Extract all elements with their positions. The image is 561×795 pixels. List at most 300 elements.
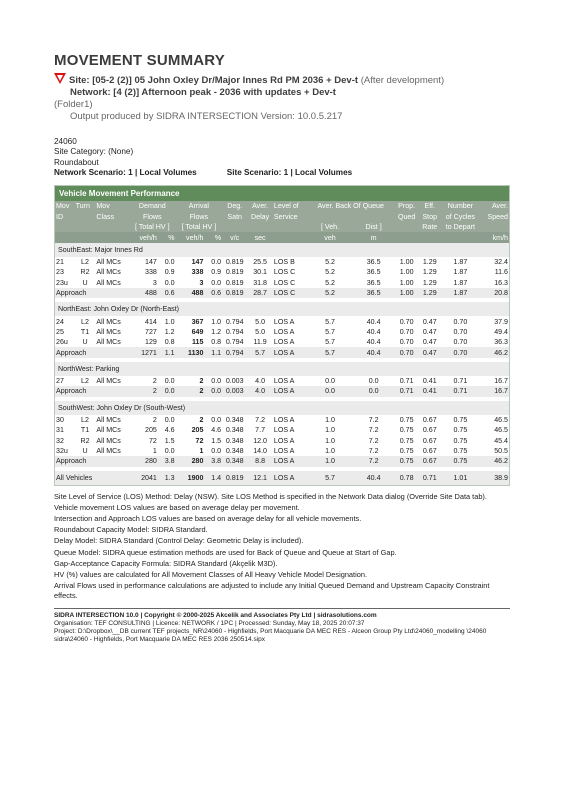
table-cell: 5.7 [247, 347, 273, 357]
header-cell: Rate [422, 223, 438, 232]
table-cell: 1 [199, 447, 204, 456]
header-cell [307, 212, 394, 222]
table-cell: 5.7 [325, 327, 335, 336]
table-cell: 1.29 [422, 257, 437, 266]
header-cell: Qued [397, 212, 416, 221]
table-cell: 0.47 [422, 317, 437, 326]
header-row [55, 201, 509, 211]
table-cell: All MCs [96, 257, 121, 266]
table-cell: 40.4 [366, 338, 381, 347]
group-row [55, 362, 509, 376]
table-cell: 1900 [176, 471, 205, 485]
table-cell: 23 [56, 268, 64, 277]
table-cell: 0.67 [422, 436, 437, 445]
table-cell: LOS B [273, 257, 295, 266]
col-eff: Eff. [424, 202, 435, 211]
table-cell: LOS A [273, 317, 295, 326]
table-cell: 1.5 [211, 436, 222, 445]
header-cell: [ Veh. [320, 223, 340, 232]
table-cell: Approach [55, 386, 129, 396]
table-cell: 4.6 [211, 426, 222, 435]
table-cell: 280 [176, 456, 205, 466]
footer-project: Project: D:\Dropbox\__DB current TEF projects_NR\24060 - Highfields, Port Macquarie DA MEC RES - Alceon Group Pty Ltd\24060_modelling \24060 sidra\24060 - Highfields, Port Macquarie DA MEC RES 2036 250514.sipx [54, 627, 487, 643]
header-cell: Flows [143, 212, 162, 221]
table-cell: All MCs [96, 327, 121, 336]
table-cell: 338 [191, 268, 204, 277]
table-cell: 14.0 [253, 447, 267, 456]
table-cell: 727 [145, 327, 157, 336]
approach-name: SouthWest: John Oxley Dr (South-West) [55, 401, 509, 415]
header-cell: Delay [251, 212, 270, 221]
notes-section [54, 492, 510, 601]
table-cell: LOS A [273, 338, 295, 347]
table-cell: 5.2 [325, 278, 335, 287]
table-cell: 0.71 [394, 386, 419, 396]
unit-cell: v/c [230, 233, 240, 242]
group-row [55, 302, 509, 316]
unit-cell: % [168, 233, 175, 242]
table-cell: 1.1 [158, 347, 176, 357]
table-cell: 32 [56, 436, 64, 445]
table-cell: 45.4 [494, 436, 508, 445]
table-cell: U [82, 278, 88, 287]
site-scenario: Site Scenario: 1 | Local Volumes [226, 167, 353, 177]
header-cell [75, 212, 96, 222]
unit-cell: % [214, 233, 222, 242]
col-deg: Deg. [227, 202, 243, 211]
table-cell: 0.348 [225, 426, 244, 435]
table-cell: 2 [176, 386, 205, 396]
units-row [55, 232, 509, 242]
table-cell: 0.6 [204, 288, 222, 298]
site-meta [54, 137, 510, 178]
table-cell: 5.7 [307, 347, 353, 357]
table-cell: 16.7 [480, 386, 509, 396]
table-cell: 46.2 [480, 347, 509, 357]
table-cell: 0.47 [422, 327, 437, 336]
header-cell: [ Total HV ] [135, 223, 170, 232]
site-id: 24060 [54, 137, 77, 146]
table-cell: 0.794 [225, 327, 244, 336]
table-cell: 1.01 [441, 471, 481, 485]
table-cell: 1.87 [453, 257, 468, 266]
table-cell: 26u [56, 338, 68, 347]
table-cell: 0.70 [453, 327, 468, 336]
table-cell: 50.5 [494, 447, 508, 456]
note-line: HV (%) values are calculated for All Movement Classes of All Heavy Vehicle Model Designation. [54, 569, 368, 579]
table-cell: 0.0 [204, 386, 222, 396]
table-cell: 5.2 [325, 268, 335, 277]
table-cell: 1.5 [164, 436, 175, 445]
table-cell: 0.70 [399, 338, 414, 347]
table-cell: 1.29 [422, 268, 437, 277]
table-cell: 0.75 [399, 436, 414, 445]
table-cell: 5.7 [325, 317, 335, 326]
table-cell: T1 [80, 327, 90, 336]
header-cell: Flows [189, 212, 209, 221]
network-name: Network: [4 (2)] Afternoon peak - 2036 with updates + Dev-t [70, 87, 336, 98]
table-cell: 25.5 [253, 257, 267, 266]
table-row [55, 316, 509, 326]
table-cell: 7.2 [368, 447, 379, 456]
table-cell: 1130 [176, 347, 205, 357]
table-cell: 0.9 [164, 268, 175, 277]
table-cell: 2 [129, 386, 158, 396]
table-cell: 1 [152, 447, 157, 456]
table-row [55, 415, 509, 425]
table-cell: 0.0 [211, 278, 222, 287]
table-cell: 0.8 [211, 338, 222, 347]
table-cell: 40.4 [366, 327, 381, 336]
table-cell: LOS A [273, 327, 295, 336]
table-cell: 72 [148, 436, 157, 445]
table-cell: LOS A [273, 386, 307, 396]
table-cell: 32u [56, 447, 68, 456]
table-cell: 5.0 [255, 327, 266, 336]
note-line: Intersection and Approach LOS values are based on average delay for all vehicle movements. [54, 513, 362, 523]
table-cell: 0.0 [211, 377, 222, 386]
table-cell: 0.0 [164, 278, 175, 287]
table-cell: 1.0 [325, 447, 335, 456]
table-cell: 0.0 [158, 386, 176, 396]
table-cell: 2041 [129, 471, 158, 485]
table-cell: 205 [191, 426, 204, 435]
table-cell: LOS A [273, 377, 295, 386]
table-cell: 0.71 [399, 377, 414, 386]
table-cell: 1.2 [164, 327, 175, 336]
table-cell: 0.75 [453, 426, 468, 435]
note-line: Queue Model: SIDRA queue estimation methods are used for Back of Queue and Queue at Start of Gap. [54, 547, 397, 557]
table-cell: All Vehicles [55, 471, 129, 485]
table-cell: 0.67 [422, 426, 437, 435]
table-cell: 0.0 [164, 447, 175, 456]
table-cell: 31 [56, 426, 64, 435]
table-cell: 0.794 [225, 338, 244, 347]
table-cell: 0.71 [419, 471, 441, 485]
table-cell: 338 [145, 268, 157, 277]
network-scenario: Network Scenario: 1 | Local Volumes [54, 167, 197, 177]
site-type: Roundabout [54, 157, 99, 167]
table-cell: 0.9 [211, 268, 222, 277]
table-cell: 0.348 [225, 447, 244, 456]
table-cell: 38.9 [480, 471, 509, 485]
table-cell: All MCs [96, 447, 121, 456]
table-cell: 0.0 [211, 257, 222, 266]
unit-cell: veh [324, 233, 336, 242]
approach-name: SouthEast: Major Innes Rd [55, 243, 509, 257]
header-cell: [ Total HV ] [181, 223, 217, 232]
table-cell: 11.6 [494, 268, 508, 277]
table-cell: Approach [55, 288, 129, 298]
unit-cell: km/h [492, 233, 508, 242]
table-cell: 1.0 [325, 426, 335, 435]
table-cell: 23u [56, 278, 68, 287]
table-cell: 0.70 [399, 327, 414, 336]
table-cell: L2 [81, 415, 89, 424]
table-cell: 0.75 [441, 456, 481, 466]
table-cell: 36.5 [366, 268, 381, 277]
table-cell: 0.70 [394, 347, 419, 357]
table-cell: 5.0 [255, 317, 266, 326]
table-cell: 36.5 [366, 257, 381, 266]
unit-cell: sec [254, 233, 266, 242]
table-cell: 0.003 [222, 386, 247, 396]
table-cell: All MCs [96, 426, 121, 435]
table-cell: 0.67 [422, 415, 437, 424]
table-cell: 5.2 [307, 288, 353, 298]
table-cell: 32.4 [494, 257, 508, 266]
table-cell: 0.75 [399, 426, 414, 435]
table-cell: 1.87 [453, 268, 468, 277]
table-cell: 8.8 [247, 456, 273, 466]
col-mov-class: Mov [96, 202, 110, 211]
table-cell: LOS A [273, 436, 295, 445]
table-cell: 0.348 [225, 436, 244, 445]
movement-table-panel [54, 185, 510, 485]
table-cell: 5.7 [307, 471, 353, 485]
note-line: Site Level of Service (LOS) Method: Delay (NSW). Site LOS Method is specified in the Network Data dialog (Override Site Data tab). [54, 491, 487, 501]
table-cell: 0.0 [164, 377, 175, 386]
table-cell: 0.819 [222, 288, 247, 298]
table-cell: 0.348 [222, 456, 247, 466]
table-cell: 4.0 [247, 386, 273, 396]
table-cell: 0.75 [394, 456, 419, 466]
site-header [54, 73, 510, 123]
col-number: Number [447, 202, 473, 211]
table-cell: 0.47 [422, 338, 437, 347]
table-cell: 1.00 [394, 288, 419, 298]
table-cell: 0.0 [211, 415, 222, 424]
table-cell: 0.71 [441, 386, 481, 396]
table-cell: T1 [80, 426, 90, 435]
table-cell: 0.78 [394, 471, 419, 485]
table-cell: 0.0 [164, 415, 175, 424]
table-cell: 0.8 [164, 338, 175, 347]
output-version: Output produced by SIDRA INTERSECTION Version: 10.0.5.217 [70, 111, 343, 122]
table-cell: U [82, 338, 88, 347]
table-cell: 5.7 [325, 338, 335, 347]
header-cell: ID [56, 212, 64, 221]
col-los: Level of [273, 202, 299, 211]
table-cell: R2 [80, 268, 90, 277]
header-cell: Dist ] [365, 223, 382, 232]
table-cell: 46.5 [494, 415, 508, 424]
table-cell: 28.7 [247, 288, 273, 298]
table-cell: 280 [129, 456, 158, 466]
col-mov: Mov [56, 202, 70, 211]
table-cell: 0.67 [422, 447, 437, 456]
table-cell: 147 [191, 257, 204, 266]
table-cell: 2 [199, 415, 204, 424]
table-cell: 0.41 [419, 386, 441, 396]
table-cell: 0.75 [399, 447, 414, 456]
table-cell: 0.819 [225, 268, 244, 277]
table-cell: LOS A [273, 456, 307, 466]
table-cell: 37.9 [494, 317, 508, 326]
table-cell: 0.003 [225, 377, 244, 386]
table-cell: 11.9 [253, 338, 267, 347]
table-cell: 0.819 [225, 257, 244, 266]
movement-table [55, 201, 509, 484]
table-cell: All MCs [96, 278, 121, 287]
table-cell: 72 [195, 436, 204, 445]
table-cell: 30 [56, 415, 64, 424]
approach-row [55, 288, 509, 298]
table-cell: 1.1 [204, 347, 222, 357]
table-title: Vehicle Movement Performance [55, 186, 509, 201]
folder-label: (Folder1) [54, 99, 93, 110]
table-cell: 0.0 [353, 386, 394, 396]
table-cell: 49.4 [494, 327, 508, 336]
table-row [55, 435, 509, 445]
table-row [55, 446, 509, 456]
table-cell: 16.7 [494, 377, 508, 386]
footer [54, 608, 510, 644]
table-cell: 0.0 [368, 377, 379, 386]
table-cell: 1.00 [399, 278, 414, 287]
table-cell: 0.819 [222, 471, 247, 485]
table-cell: All MCs [96, 415, 121, 424]
table-cell: All MCs [96, 436, 121, 445]
table-cell: 0.819 [225, 278, 244, 287]
table-cell: 0.70 [441, 347, 481, 357]
table-cell: 7.2 [368, 426, 379, 435]
table-cell: Approach [55, 456, 129, 466]
table-cell: 3 [152, 278, 157, 287]
header-cell: Stop [422, 212, 438, 221]
table-row [55, 278, 509, 288]
table-cell: 1.4 [204, 471, 222, 485]
note-line: Gap-Acceptance Capacity Formula: SIDRA Standard (Akçelik M3D). [54, 558, 278, 568]
table-cell: Approach [55, 347, 129, 357]
table-cell: 2 [152, 415, 157, 424]
col-prop: Prop. [398, 202, 416, 211]
table-cell: 24 [56, 317, 64, 326]
note-line: Roundabout Capacity Model: SIDRA Standard. [54, 525, 208, 535]
col-arrival: Arrival [188, 202, 209, 211]
site-suffix: (After development) [360, 75, 445, 86]
table-cell: 488 [176, 288, 205, 298]
table-cell: 40.4 [366, 317, 381, 326]
table-cell: 3 [199, 278, 204, 287]
table-cell: 0.794 [222, 347, 247, 357]
header-row [55, 222, 509, 232]
table-cell: R2 [80, 436, 90, 445]
footer-organisation: Organisation: TEF CONSULTING | Licence: NETWORK / 1PC | Processed: Sunday, May 18, 2025 20:07:37 [54, 619, 365, 627]
unit-cell: m [370, 233, 377, 242]
col-turn: Turn [75, 202, 90, 211]
table-cell: 7.2 [368, 436, 379, 445]
table-cell: LOS A [273, 471, 307, 485]
table-cell: 16.3 [494, 278, 508, 287]
table-cell: All MCs [96, 338, 121, 347]
table-cell: 3.8 [204, 456, 222, 466]
table-cell: 7.2 [255, 415, 266, 424]
table-cell: U [82, 447, 88, 456]
table-cell: 25 [56, 327, 64, 336]
table-cell: L2 [81, 257, 89, 266]
approach-name: NorthWest: Parking [55, 362, 509, 376]
table-cell: 649 [191, 327, 204, 336]
table-cell: 1.0 [325, 415, 335, 424]
table-cell: 4.6 [164, 426, 175, 435]
table-cell: All MCs [96, 268, 121, 277]
table-cell: 12.0 [253, 436, 267, 445]
table-cell: 115 [191, 338, 204, 347]
header-cell: Service [273, 212, 298, 221]
table-cell: 1.0 [307, 456, 353, 466]
table-cell: 1.29 [422, 278, 437, 287]
table-cell: LOS A [273, 415, 295, 424]
table-cell: 1.87 [441, 288, 481, 298]
col-demand: Demand [138, 202, 166, 211]
header-row [55, 212, 509, 222]
approach-row [55, 456, 509, 466]
table-cell: LOS C [273, 268, 296, 277]
table-cell: 1.3 [158, 471, 176, 485]
table-cell: 5.2 [325, 257, 335, 266]
approach-row [55, 386, 509, 396]
table-cell: 1.87 [453, 278, 468, 287]
table-cell: LOS A [273, 347, 307, 357]
header-cell: to Depart [445, 223, 475, 232]
table-cell: 0.6 [158, 288, 176, 298]
table-cell: LOS C [273, 288, 307, 298]
header-cell: of Cycles [445, 212, 475, 221]
table-row [55, 327, 509, 337]
table-cell: 3.8 [158, 456, 176, 466]
table-cell: 7.7 [255, 426, 266, 435]
note-line: Arrival Flows used in performance calculations are adjusted to include any Initial Queued Demand and Upstream Capacity Constraint effects. [54, 581, 490, 600]
footer-copyright: SIDRA INTERSECTION 10.0 | Copyright © 2000-2025 Akcelik and Associates Pty Ltd | sidrasolutions.com [54, 611, 377, 619]
table-cell: 1.0 [211, 317, 222, 326]
table-cell: 1.0 [164, 317, 175, 326]
table-cell: 40.4 [353, 471, 394, 485]
table-cell: 0.70 [453, 338, 468, 347]
table-cell: 0.47 [419, 347, 441, 357]
table-cell: 46.2 [480, 456, 509, 466]
table-cell: 0.70 [399, 317, 414, 326]
table-row [55, 337, 509, 347]
table-cell: 0.794 [225, 317, 244, 326]
header-cell: Satn [227, 212, 242, 221]
site-category: Site Category: (None) [54, 147, 134, 157]
header-cell: Class [96, 212, 115, 221]
table-cell: 30.1 [253, 268, 267, 277]
table-cell: 36.5 [353, 288, 394, 298]
table-cell: 129 [145, 338, 157, 347]
note-line: Vehicle movement LOS values are based on average delay per movement. [54, 502, 300, 512]
approach-name: NorthEast: John Oxley Dr (North-East) [55, 302, 509, 316]
table-cell: 21 [56, 257, 64, 266]
page-title: MOVEMENT SUMMARY [54, 52, 225, 69]
col-queue: Aver. Back Of Queue [317, 202, 384, 211]
table-cell: 7.2 [368, 415, 379, 424]
movement-summary-page [54, 52, 510, 644]
table-row [55, 376, 509, 386]
table-cell: 12.1 [247, 471, 273, 485]
table-cell: All MCs [96, 377, 121, 386]
table-cell: 1.2 [211, 327, 222, 336]
yield-sign-icon [54, 73, 66, 84]
table-cell: LOS C [273, 278, 296, 287]
table-cell: 0.70 [453, 317, 468, 326]
table-row [55, 267, 509, 277]
table-cell: 0.71 [453, 377, 468, 386]
table-cell: 40.4 [353, 347, 394, 357]
table-cell: 0.0 [325, 377, 335, 386]
note-line: Delay Model: SIDRA Standard (Control Delay: Geometric Delay is included). [54, 536, 304, 546]
